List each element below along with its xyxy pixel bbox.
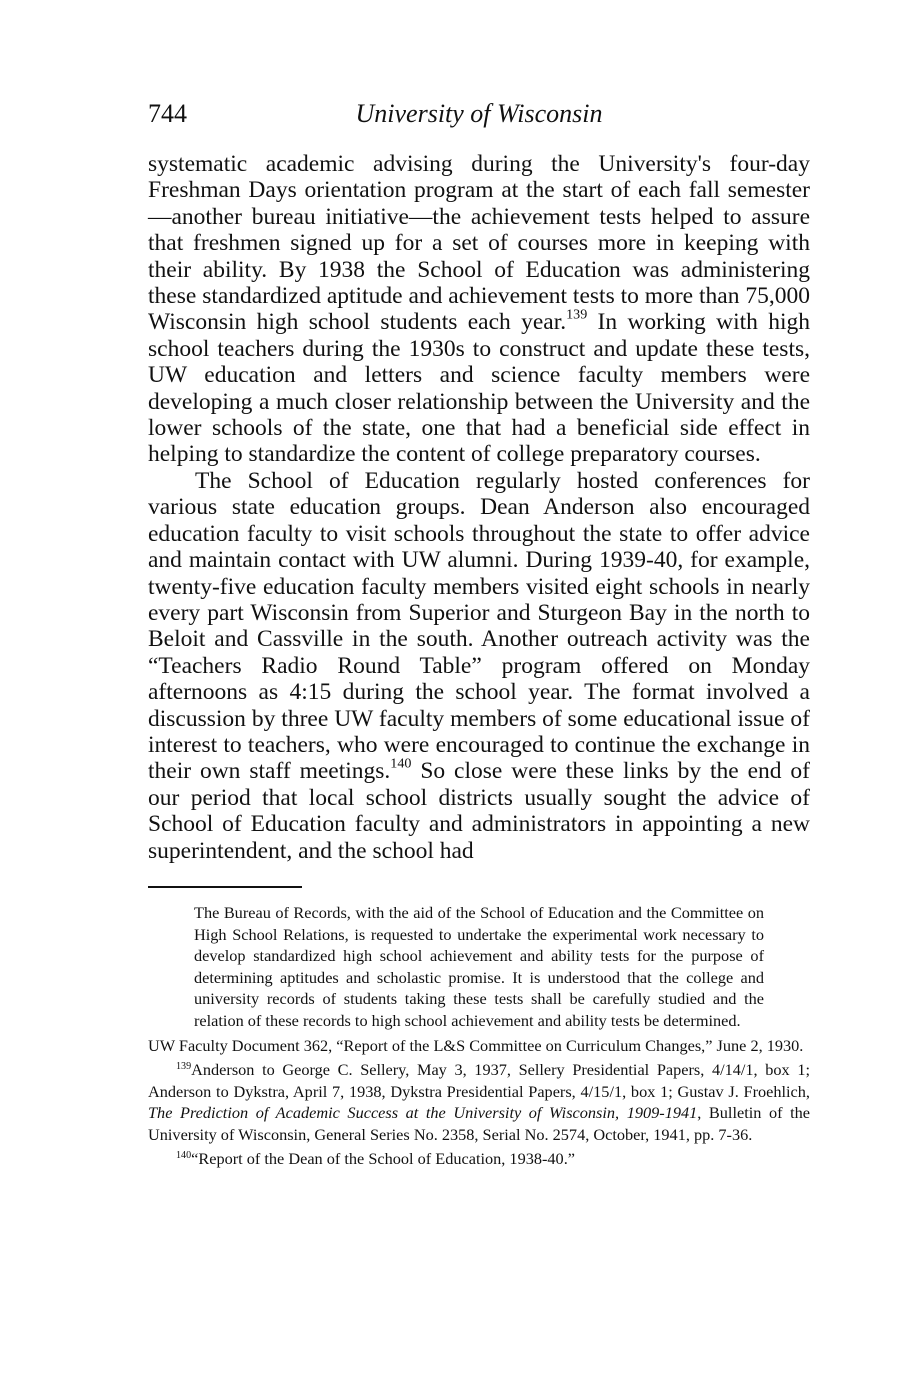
footnote-text: , Bulletin of the University of Wisconsin, General Series No. 2358, Serial No. 2574, October, 1941, pp. 7-36. — [148, 1103, 811, 1144]
footnote-blockquote: The Bureau of Records, with the aid of the School of Education and the Committee on High School Relations, is requested to undertake the experimental work necessary to develop standardized high school achievement and ability tests for the purpose of determining aptitudes and scholastic promise. It is understood that the college and university records of students taking these tests shall be carefully studied and the relation of these records to high school achievement and ability tests be determined. — [194, 903, 764, 1030]
paragraph-text: The School of Education regularly hosted conferences for various state education groups. Dean Anderson also encouraged education faculty to visit schools throughout the state to offer advice and maintain contact with UW alumni. During 1939-40, for example, twenty-five education faculty members visited eight schools in nearly every part Wisconsin from Superior and Sturgeon Bay in the north to Beloit and Cassville in the south. Another outreach activity was the “Teachers Radio Round Table” program offered on Monday afternoons as 4:15 during the school year. The format involved a discussion by three UW faculty members of some educational issue of interest to teachers, who were encouraged to continue the exchange in their own staff meetings. — [148, 467, 810, 785]
body-paragraph-1 — [148, 151, 810, 468]
footnote-ref-139: 139 — [566, 306, 588, 323]
body-paragraph-2 — [148, 468, 810, 864]
page-number: 744 — [148, 99, 187, 128]
footnote-divider — [148, 886, 302, 888]
footnote-text: “Report of the Dean of the School of Education, 1938-40.” — [191, 1148, 575, 1168]
footnote-book-title: The Prediction of Academic Success at the University of Wisconsin, 1909-1941 — [148, 1103, 698, 1123]
footnote-citation: UW Faculty Document 362, “Report of the L&S Committee on Curriculum Changes,” June 2, 1930. — [148, 1035, 804, 1055]
paragraph-text: systematic academic advising during the University's four-day Freshman Days orientation program at the start of each fall semester—another bureau initiative—the achievement tests helped to assure that freshmen signed up for a set of courses more in keeping with their ability. By 1938 the School of Education was administering these standardized aptitude and achievement tests to more than 75,000 Wisconsin high school students each year. — [148, 151, 810, 336]
paragraph-text: So close were these links by the end of our period that local school districts usually sought the advice of School of Education faculty and administrators in appointing a new superintendent, and the school had — [148, 758, 811, 864]
footnote-140 — [148, 1148, 810, 1170]
footnote-number: 140 — [176, 1149, 192, 1161]
running-head — [148, 96, 810, 132]
footnote-number: 139 — [176, 1061, 192, 1073]
footnotes — [148, 902, 810, 1169]
footnote-139 — [148, 1059, 810, 1145]
running-title: University of Wisconsin — [355, 99, 603, 128]
body-text — [148, 151, 810, 864]
paragraph-text: In working with high school teachers during the 1930s to construct and update these tests, UW education and letters and science faculty members were developing a much closer relationship between the University and the lower schools of the state, one that had a beneficial side effect in helping to standardize the content of college preparatory courses. — [148, 309, 810, 468]
footnote-ref-140: 140 — [390, 755, 412, 772]
footnote-text: Anderson to George C. Sellery, May 3, 1937, Sellery Presidential Papers, 4/14/1, box 1; Anderson to Dykstra, April 7, 1938, Dykstra Presidential Papers, 4/15/1, box 1; Gustav J. Froehlich, — [148, 1060, 810, 1101]
